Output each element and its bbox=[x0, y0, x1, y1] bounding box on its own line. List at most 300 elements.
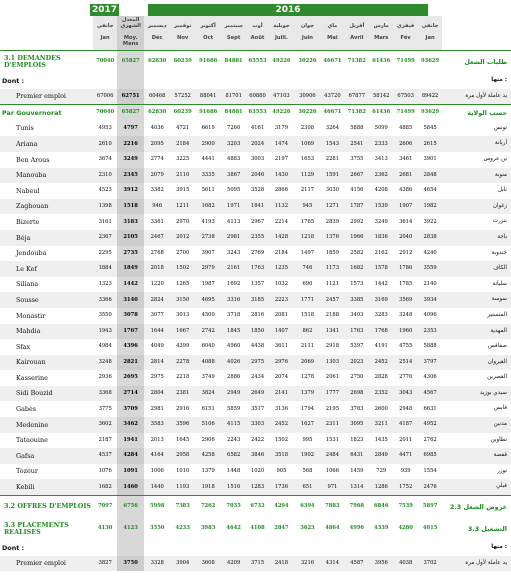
cell-value: 2214 bbox=[274, 218, 289, 225]
row-label-arabic: سليانة bbox=[492, 280, 507, 287]
cell-value: 3225 bbox=[176, 156, 190, 163]
column-header-12 bbox=[393, 16, 418, 51]
row-label-arabic: مدنين bbox=[442, 417, 511, 433]
cell-value: 4108 bbox=[250, 525, 265, 532]
cell-value: 62830 bbox=[144, 105, 169, 121]
table-row bbox=[0, 448, 511, 464]
cell-value: 1627 bbox=[294, 417, 321, 433]
cell-value: 1173 bbox=[321, 261, 344, 277]
column-header-arabic: سبتمبر bbox=[224, 23, 243, 30]
cell-value bbox=[195, 540, 220, 556]
cell-value: 3249 bbox=[374, 218, 388, 225]
cell-value: 2040 bbox=[393, 230, 418, 246]
cell-value: 67877 bbox=[344, 89, 369, 105]
cell-value: 4399 bbox=[176, 343, 190, 350]
cell-value: 89422 bbox=[418, 89, 441, 105]
column-header-arabic: أكتوبر bbox=[200, 23, 216, 30]
table-row bbox=[0, 152, 511, 168]
cell-value: 1502 bbox=[274, 436, 289, 443]
cell-value: 1667 bbox=[170, 324, 195, 340]
cell-value: 3283 bbox=[374, 312, 388, 319]
cell-value: 2762 bbox=[423, 436, 437, 443]
cell-value: 46671 bbox=[321, 105, 344, 121]
cell-value: 2353 bbox=[418, 324, 441, 340]
cell-value: 1132 bbox=[269, 199, 294, 215]
cell-value: 3614 bbox=[399, 218, 413, 225]
cell-value: 62830 bbox=[144, 51, 169, 74]
cell-value: 2949 bbox=[221, 386, 246, 402]
cell-value: 4567 bbox=[418, 386, 441, 402]
cell-value: 3203 bbox=[221, 136, 246, 152]
cell-value: 4755 bbox=[399, 343, 413, 350]
cell-value: 3824 bbox=[195, 386, 220, 402]
cell-value: 1902 bbox=[294, 448, 321, 464]
row-label-arabic: زغوان bbox=[442, 199, 511, 215]
row-label-arabic: منها : bbox=[491, 544, 507, 551]
cell-value: 4642 bbox=[226, 525, 241, 532]
cell-value: 1303 bbox=[321, 355, 344, 371]
cell-value: 1271 bbox=[321, 199, 344, 215]
cell-value: 2742 bbox=[195, 324, 220, 340]
cell-value bbox=[393, 73, 418, 89]
cell-value: 2452 bbox=[370, 355, 393, 371]
cell-value: 4280 bbox=[398, 525, 413, 532]
cell-value: 4952 bbox=[418, 417, 441, 433]
column-header-arabic: أفريل bbox=[349, 23, 365, 30]
cell-value: 4386 bbox=[399, 187, 413, 194]
cell-value: 1516 bbox=[221, 479, 246, 495]
cell-value: 2849 bbox=[370, 448, 393, 464]
cell-value: 70040 bbox=[93, 51, 116, 74]
cell-value: 3518 bbox=[269, 448, 294, 464]
cell-value: 4193 bbox=[201, 218, 215, 225]
column-header-french: Mai bbox=[327, 35, 338, 41]
cell-value: 3316 bbox=[221, 292, 246, 308]
row-label-french: Tataouine bbox=[16, 436, 48, 445]
cell-value: 995 bbox=[302, 436, 313, 443]
table-row bbox=[0, 417, 511, 433]
cell-value: 4883 bbox=[227, 156, 241, 163]
cell-value: 2434 bbox=[250, 374, 265, 381]
column-header-arabic: المعدل الشهري bbox=[120, 17, 141, 30]
cell-value: 2992 bbox=[350, 218, 364, 225]
cell-value: 3907 bbox=[201, 249, 215, 256]
cell-value: 1966 bbox=[344, 230, 369, 246]
column-header-french: Juill. bbox=[274, 35, 288, 41]
cell-value: 4339 bbox=[374, 525, 389, 532]
cell-value: 2197 bbox=[274, 156, 289, 163]
cell-value: 2714 bbox=[117, 386, 145, 402]
cell-value: 2281 bbox=[325, 156, 339, 163]
row-label-french: Siliana bbox=[16, 280, 39, 289]
cell-value: 2769 bbox=[250, 249, 265, 256]
cell-value: 1091 bbox=[117, 464, 145, 480]
cell-value: 2046 bbox=[246, 168, 268, 184]
cell-value: 4113 bbox=[227, 218, 241, 225]
table-row bbox=[0, 496, 511, 519]
cell-value: 2768 bbox=[150, 249, 164, 256]
cell-value: 1752 bbox=[393, 479, 418, 495]
cell-value: 1573 bbox=[350, 280, 364, 287]
cell-value: 3749 bbox=[201, 374, 215, 381]
row-label-arabic: يد عاملة لأول مرة bbox=[442, 89, 511, 105]
cell-value: 2541 bbox=[344, 136, 369, 152]
cell-value: 2074 bbox=[274, 374, 289, 381]
cell-value: 3368 bbox=[93, 386, 116, 402]
cell-value: 61436 bbox=[370, 105, 393, 121]
cell-value: 1845 bbox=[221, 324, 246, 340]
cell-value: 3003 bbox=[250, 156, 265, 163]
row-label-arabic: المهدية bbox=[442, 324, 511, 340]
column-header-9 bbox=[321, 16, 344, 51]
cell-value: 1971 bbox=[221, 199, 246, 215]
row-label-arabic: الكاف bbox=[442, 261, 511, 277]
cell-value: 3169 bbox=[370, 292, 393, 308]
row-label-arabic: منوبة bbox=[442, 168, 511, 184]
cell-value: 3403 bbox=[350, 312, 364, 319]
cell-value bbox=[294, 540, 321, 556]
cell-value: 67006 bbox=[93, 89, 116, 105]
row-label-french: Mahdia bbox=[0, 324, 93, 340]
cell-value: 3867 bbox=[221, 168, 246, 184]
cell-value: 1129 bbox=[294, 168, 321, 184]
cell-value: 1884 bbox=[93, 261, 116, 277]
cell-value: 4123 bbox=[117, 518, 145, 540]
column-header-11 bbox=[370, 16, 393, 51]
cell-value: 971 bbox=[321, 479, 344, 495]
cell-value: 651 bbox=[294, 479, 321, 495]
cell-value: 2476 bbox=[418, 479, 441, 495]
cell-value: 1763 bbox=[344, 324, 369, 340]
cell-value: 2184 bbox=[170, 136, 195, 152]
row-label-french: Monastir bbox=[16, 311, 46, 320]
cell-value: 3596 bbox=[170, 417, 195, 433]
cell-value: 2700 bbox=[176, 249, 190, 256]
cell-value: 2900 bbox=[195, 136, 220, 152]
cell-value: 7260 bbox=[227, 124, 241, 131]
cell-value: 5106 bbox=[195, 417, 220, 433]
cell-value: 93629 bbox=[418, 51, 441, 74]
row-label-arabic: تطاوين bbox=[490, 436, 507, 443]
cell-value: 1777 bbox=[321, 386, 344, 402]
cell-value: 3846 bbox=[246, 448, 268, 464]
cell-value: 1767 bbox=[117, 324, 145, 340]
cell-value: 62751 bbox=[117, 89, 145, 105]
cell-value bbox=[418, 73, 441, 89]
cell-value: 2278 bbox=[170, 355, 195, 371]
table-row bbox=[0, 183, 511, 199]
cell-value: 4096 bbox=[423, 312, 437, 319]
cell-value: 3934 bbox=[418, 292, 441, 308]
cell-value: 3602 bbox=[93, 417, 116, 433]
cell-value: 1323 bbox=[98, 280, 112, 287]
column-header-1 bbox=[117, 16, 145, 51]
cell-value: 1283 bbox=[246, 479, 268, 495]
cell-value: 2981 bbox=[221, 230, 246, 246]
column-header-5 bbox=[221, 16, 246, 51]
cell-value: 63553 bbox=[246, 105, 268, 121]
table-row bbox=[0, 292, 511, 308]
row-label-arabic: جندوبة bbox=[491, 249, 507, 256]
column-header-french: Avril bbox=[350, 35, 364, 41]
table-row bbox=[0, 136, 511, 152]
cell-value: 2345 bbox=[117, 168, 145, 184]
cell-value: 7262 bbox=[195, 496, 220, 519]
column-header-arabic: فيفري bbox=[397, 23, 415, 30]
row-label-arabic: قفصة bbox=[442, 448, 511, 464]
cell-value: 3623 bbox=[300, 525, 315, 532]
cell-value bbox=[269, 540, 294, 556]
column-header-french: Déc bbox=[151, 35, 163, 41]
column-header-french: Juin bbox=[301, 35, 313, 41]
cell-value: 60239 bbox=[170, 105, 195, 121]
cell-value: 6582 bbox=[221, 448, 246, 464]
row-label-french: 3.3 PLACEMENTS REALISES bbox=[4, 520, 69, 537]
cell-value: 1218 bbox=[294, 230, 321, 246]
cell-value: 1069 bbox=[294, 136, 321, 152]
column-header-french: Jan bbox=[425, 35, 435, 41]
cell-value: 3211 bbox=[370, 417, 393, 433]
cell-value: 2418 bbox=[269, 556, 294, 572]
cell-value: 4537 bbox=[93, 448, 116, 464]
cell-value: 3136 bbox=[274, 405, 289, 412]
table-row bbox=[0, 214, 511, 230]
cell-value: 3956 bbox=[370, 556, 393, 572]
column-header-arabic: ماي bbox=[327, 23, 338, 30]
cell-value: 1211 bbox=[170, 199, 195, 215]
cell-value: 2979 bbox=[195, 261, 220, 277]
cell-value: 2886 bbox=[227, 374, 241, 381]
cell-value: 1502 bbox=[170, 261, 195, 277]
column-header-french: Fév bbox=[400, 35, 411, 41]
cell-value: 2218 bbox=[176, 374, 190, 381]
table-row bbox=[0, 105, 511, 121]
row-label-french: Ariana bbox=[0, 136, 93, 152]
table-row bbox=[0, 355, 511, 371]
row-label-french: Kebili bbox=[0, 479, 93, 495]
cell-value bbox=[93, 540, 116, 556]
cell-value: 1794 bbox=[300, 405, 315, 412]
cell-value: 4036 bbox=[150, 124, 164, 131]
cell-value: 2698 bbox=[344, 386, 369, 402]
cell-value: 2216 bbox=[117, 136, 145, 152]
cell-value: 729 bbox=[376, 468, 387, 475]
cell-value: 1849 bbox=[117, 261, 145, 277]
cell-value: 3718 bbox=[227, 312, 241, 319]
cell-value: 6619 bbox=[201, 124, 215, 131]
cell-value: 2804 bbox=[144, 386, 169, 402]
cell-value: 3715 bbox=[246, 556, 268, 572]
table-row bbox=[0, 401, 511, 417]
cell-value: 2310 bbox=[93, 168, 116, 184]
cell-value: 1765 bbox=[300, 218, 315, 225]
cell-value: 2975 bbox=[246, 355, 268, 371]
cell-value: 4240 bbox=[423, 249, 437, 256]
cell-value: 7539 bbox=[393, 496, 418, 519]
cell-value bbox=[170, 73, 195, 89]
cell-value: 6394 bbox=[294, 496, 321, 519]
cell-value: 1341 bbox=[321, 324, 344, 340]
cell-value: 3611 bbox=[274, 343, 289, 350]
cell-value: 67503 bbox=[393, 89, 418, 105]
cell-value: 2422 bbox=[250, 436, 265, 443]
cell-value: 1459 bbox=[350, 468, 364, 475]
table-row bbox=[0, 479, 511, 495]
cell-value bbox=[294, 73, 321, 89]
cell-value bbox=[246, 540, 268, 556]
cell-value: 2667 bbox=[344, 168, 369, 184]
cell-value: 1554 bbox=[423, 468, 437, 475]
column-header-arabic: ديسمبر bbox=[147, 23, 167, 30]
cell-value: 2695 bbox=[117, 370, 145, 386]
cell-value: 2011 bbox=[399, 436, 413, 443]
row-label-arabic: منها : bbox=[491, 77, 507, 83]
cell-value: 3161 bbox=[98, 218, 112, 225]
cell-value: 1407 bbox=[269, 324, 294, 340]
table-row bbox=[0, 121, 511, 137]
cell-value: 81701 bbox=[221, 89, 246, 105]
column-header-french: Sept bbox=[226, 35, 241, 41]
cell-value: 3303 bbox=[246, 417, 268, 433]
cell-value: 3382 bbox=[150, 187, 164, 194]
cell-value: 1448 bbox=[227, 468, 241, 475]
cell-value bbox=[344, 540, 369, 556]
cell-value: 2981 bbox=[150, 405, 164, 412]
cell-value: 1836 bbox=[370, 230, 393, 246]
row-label-french: Par Gouvernorat bbox=[0, 105, 93, 121]
cell-value: 3264 bbox=[325, 124, 339, 131]
cell-value: 1841 bbox=[246, 199, 268, 215]
cell-value: 2948 bbox=[399, 405, 413, 412]
cell-value: 5859 bbox=[227, 405, 241, 412]
cell-value: 4306 bbox=[423, 374, 437, 381]
cell-value: 3335 bbox=[195, 168, 220, 184]
cell-value: 2295 bbox=[98, 249, 112, 256]
cell-value: 2024 bbox=[246, 136, 268, 152]
cell-value: 6846 bbox=[370, 496, 393, 519]
cell-value: 2061 bbox=[325, 374, 339, 381]
row-label-arabic: تونس bbox=[493, 124, 507, 131]
row-label-french: Dont : bbox=[2, 76, 25, 85]
table-row bbox=[0, 199, 511, 215]
cell-value: 1531 bbox=[325, 436, 339, 443]
cell-value: 1032 bbox=[274, 280, 289, 287]
row-label-arabic: صفاقس bbox=[487, 343, 507, 350]
cell-value: 7097 bbox=[93, 496, 116, 519]
cell-value: 3559 bbox=[418, 261, 441, 277]
cell-value: 3983 bbox=[200, 525, 216, 532]
cell-value: 3904 bbox=[170, 556, 195, 572]
cell-value: 2243 bbox=[227, 436, 241, 443]
row-label-arabic: أريانة bbox=[442, 136, 511, 152]
cell-value: 65827 bbox=[117, 51, 145, 74]
cell-value: 3413 bbox=[374, 156, 388, 163]
cell-value: 4026 bbox=[221, 355, 246, 371]
cell-value: 2774 bbox=[150, 156, 164, 163]
column-header-3 bbox=[170, 16, 195, 51]
cell-value: 1682 bbox=[344, 261, 369, 277]
cell-value: 46671 bbox=[321, 51, 344, 74]
cell-value: 1823 bbox=[350, 436, 364, 443]
table-row bbox=[0, 339, 511, 355]
row-label-french: Gabès bbox=[16, 405, 37, 414]
cell-value: 65827 bbox=[117, 105, 145, 121]
cell-value: 30226 bbox=[294, 105, 321, 121]
cell-value: 1020 bbox=[250, 468, 265, 475]
cell-value: 2828 bbox=[374, 374, 388, 381]
table-row bbox=[0, 89, 511, 105]
cell-value: 1010 bbox=[176, 468, 190, 475]
cell-value: 7383 bbox=[170, 496, 195, 519]
cell-value: 3750 bbox=[117, 556, 145, 572]
cell-value: 1006 bbox=[150, 468, 164, 475]
cell-value: 2735 bbox=[117, 246, 145, 262]
cell-value: 4164 bbox=[144, 448, 169, 464]
cell-value: 2906 bbox=[201, 436, 215, 443]
cell-value: 3912 bbox=[117, 183, 145, 199]
cell-value: 2117 bbox=[300, 187, 315, 194]
cell-value: 1442 bbox=[374, 280, 388, 287]
cell-value: 61436 bbox=[370, 51, 393, 74]
column-header-0 bbox=[93, 16, 116, 51]
cell-value: 3095 bbox=[344, 417, 369, 433]
table-row bbox=[0, 261, 511, 277]
cell-value: 3150 bbox=[170, 292, 195, 308]
row-label-arabic: نابل bbox=[497, 187, 507, 194]
cell-value: 7035 bbox=[221, 496, 246, 519]
table-row bbox=[0, 324, 511, 340]
cell-value: 2308 bbox=[300, 124, 315, 131]
row-label-french: Ben Arous bbox=[16, 155, 50, 164]
cell-value: 862 bbox=[294, 324, 321, 340]
cell-value: 3140 bbox=[117, 292, 145, 308]
cell-value: 2187 bbox=[98, 436, 112, 443]
column-header-french: Mars bbox=[374, 35, 389, 41]
cell-value: 43720 bbox=[321, 89, 344, 105]
cell-value: 4156 bbox=[350, 187, 364, 194]
cell-value: 3702 bbox=[418, 556, 441, 572]
cell-value: 6631 bbox=[423, 405, 437, 412]
cell-value: 88041 bbox=[195, 89, 220, 105]
row-label-french: Premier emploi bbox=[0, 89, 93, 105]
cell-value: 57252 bbox=[170, 89, 195, 105]
row-label-french: Nabeul bbox=[16, 186, 40, 195]
cell-value: 1786 bbox=[393, 261, 418, 277]
cell-value: 945 bbox=[294, 199, 321, 215]
cell-value: 1265 bbox=[176, 280, 190, 287]
cell-value: 2776 bbox=[399, 374, 413, 381]
cell-value: 1474 bbox=[269, 136, 294, 152]
column-header-row bbox=[0, 16, 511, 51]
column-header-8 bbox=[294, 16, 321, 51]
cell-value: 1771 bbox=[294, 292, 321, 308]
cell-value: 4500 bbox=[201, 312, 215, 319]
cell-value: 1850 bbox=[246, 324, 268, 340]
column-header-arabic: جوان bbox=[300, 23, 315, 30]
cell-value: 4438 bbox=[250, 343, 265, 350]
cell-value: 1539 bbox=[370, 199, 393, 215]
cell-value: 6431 bbox=[344, 448, 369, 464]
table-row bbox=[0, 464, 511, 480]
row-label-french: Tunis bbox=[16, 124, 34, 133]
cell-value: 3328 bbox=[144, 556, 169, 572]
column-header-french: Moy. Mens bbox=[122, 35, 139, 47]
cell-value: 5845 bbox=[423, 124, 437, 131]
cell-value: 60239 bbox=[170, 51, 195, 74]
cell-value: 690 bbox=[302, 280, 313, 287]
row-label-arabic: يد عاملة لأول مرة bbox=[442, 556, 511, 572]
cell-value: 1692 bbox=[227, 280, 241, 287]
